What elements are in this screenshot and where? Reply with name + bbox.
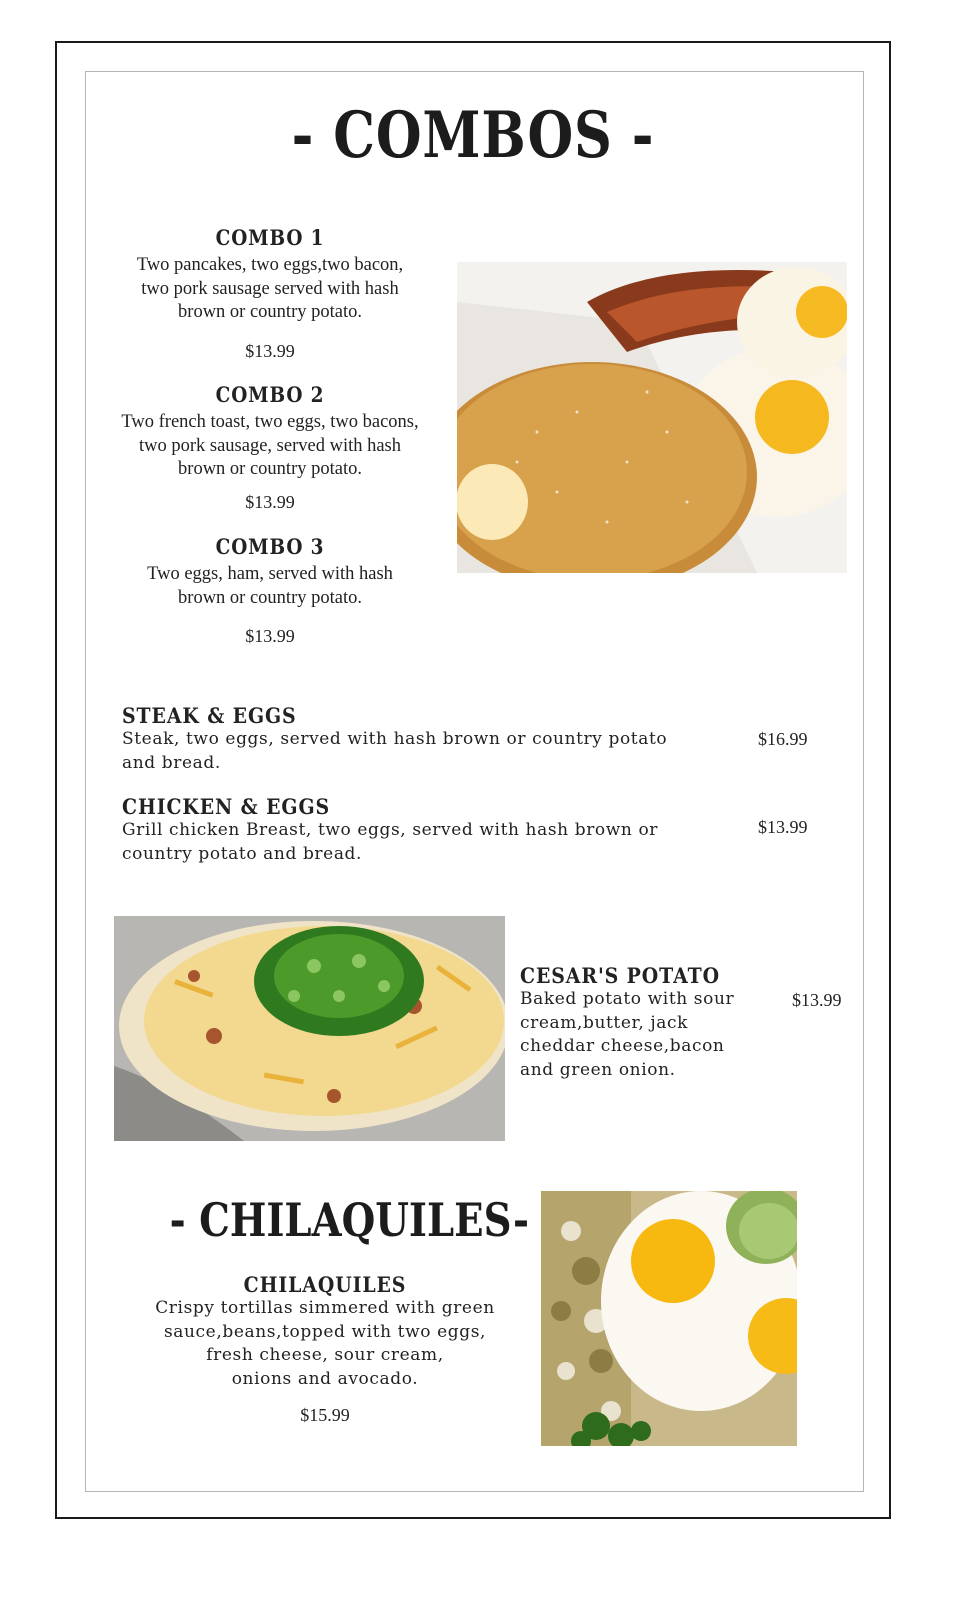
desc-line: Grill chicken Breast, two eggs, served with hash brown or (122, 820, 659, 840)
item-price: $13.99 (792, 990, 842, 1010)
desc-line: sauce,beans,topped with two eggs, (163, 1321, 487, 1342)
desc-line: country potato and bread. (122, 843, 363, 864)
page-title: - COMBOS - (291, 98, 655, 173)
item-name: STEAK & EGGS (122, 703, 297, 728)
section-title-chilaquiles: - CHILAQUILES- (169, 1193, 529, 1247)
desc-line: brown or country potato. (178, 587, 362, 608)
desc-line: cream,butter, jack (520, 1012, 689, 1033)
desc-line: brown or country potato. (178, 459, 362, 479)
breakfast-photo (457, 262, 847, 573)
breakfast-illustration (457, 262, 847, 573)
combo-price: $13.99 (245, 626, 295, 646)
desc-line: Crispy tortillas simmered with green (155, 1298, 495, 1318)
desc-line: two pork sausage, served with hash (138, 435, 402, 456)
desc-line: two pork sausage served with hash (141, 278, 399, 299)
item-name: CHILAQUILES (243, 1272, 407, 1297)
item-description (520, 988, 760, 1082)
desc-line: and bread. (122, 752, 221, 773)
desc-line: brown or country potato. (178, 302, 362, 322)
combo-price: $13.99 (245, 491, 295, 512)
combo-3 (100, 534, 440, 647)
menu-item-steak-eggs (122, 703, 722, 775)
menu-item-cesars-potato (520, 963, 760, 1082)
combo-price: $13.99 (245, 340, 295, 361)
item-name: CHICKEN & EGGS (122, 794, 331, 819)
combo-name: COMBO 1 (215, 225, 325, 250)
item-description (122, 728, 722, 775)
combo-2 (100, 382, 440, 513)
item-description (122, 819, 722, 866)
combo-name: COMBO 2 (215, 382, 325, 407)
combo-description (100, 563, 440, 610)
desc-line: and green onion. (520, 1059, 676, 1080)
combo-description (100, 411, 440, 482)
item-price: $16.99 (758, 729, 808, 749)
item-name: CESAR'S POTATO (520, 963, 720, 988)
desc-line: onions and avocado. (231, 1368, 419, 1389)
desc-line: Two french toast, two eggs, two bacons, (121, 412, 419, 432)
potato-photo (114, 916, 505, 1141)
menu-item-chilaquiles (130, 1272, 520, 1426)
desc-line: Two pancakes, two eggs,two bacon, (136, 255, 404, 275)
desc-line: fresh cheese, sour cream, (206, 1345, 444, 1365)
item-description (130, 1297, 520, 1391)
menu-item-chicken-eggs (122, 794, 722, 866)
combo-description (100, 254, 440, 325)
desc-line: Baked potato with sour (520, 989, 735, 1009)
potato-illustration (114, 916, 505, 1141)
desc-line: Two eggs, ham, served with hash (147, 564, 393, 584)
chilaquiles-photo (541, 1191, 797, 1446)
desc-line: cheddar cheese,bacon (520, 1036, 725, 1056)
combo-name: COMBO 3 (215, 534, 325, 559)
chilaquiles-illustration (541, 1191, 797, 1446)
desc-line: Steak, two eggs, served with hash brown or country potato (122, 729, 668, 749)
item-price: $15.99 (300, 1405, 350, 1425)
combo-1 (100, 225, 440, 362)
item-price: $13.99 (758, 817, 808, 837)
